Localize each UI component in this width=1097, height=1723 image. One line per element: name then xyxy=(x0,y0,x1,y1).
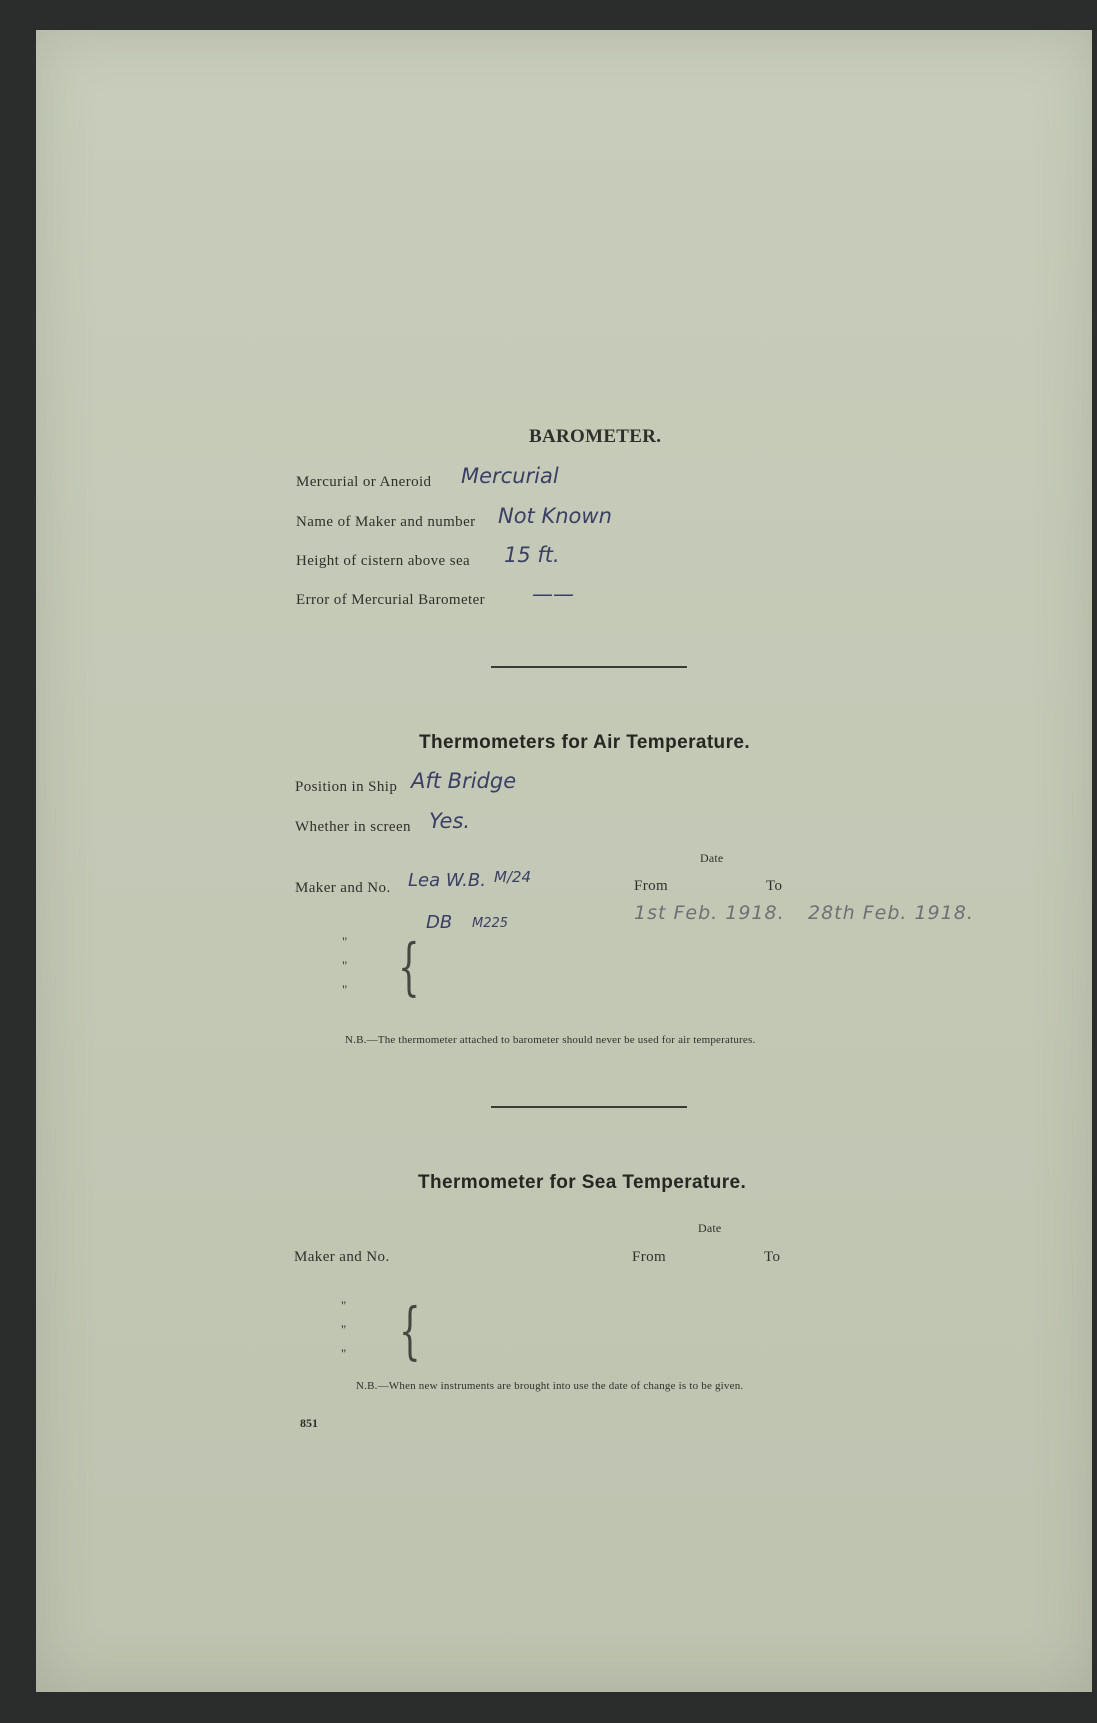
sea-date-label: Date xyxy=(698,1221,722,1235)
barometer-height-label: Height of cistern above sea xyxy=(296,553,471,569)
sea-note: N.B.—When new instruments are brought into use the date of change is to be given. xyxy=(356,1380,744,1392)
air-to-label: To xyxy=(766,878,783,894)
brace-icon: { xyxy=(399,1294,421,1367)
screen-value: Yes. xyxy=(429,809,471,833)
section-divider xyxy=(491,666,687,668)
barometer-title: BAROMETER. xyxy=(529,426,662,447)
ditto-mark: " xyxy=(341,1322,347,1337)
air-from-label: From xyxy=(634,878,669,894)
ditto-mark: " xyxy=(342,934,348,949)
air-from-value: 1st Feb. 1918. xyxy=(634,902,785,924)
ditto-mark: " xyxy=(342,982,348,997)
barometer-height-value: 15 ft. xyxy=(504,543,560,567)
brace-icon: { xyxy=(398,930,420,1003)
sea-from-label: From xyxy=(632,1249,667,1265)
form-number: 851 xyxy=(300,1416,318,1430)
barometer-maker-value: Not Known xyxy=(498,504,612,528)
ditto-mark: " xyxy=(341,1346,347,1361)
section-divider xyxy=(491,1106,687,1108)
air-number-1: M/24 xyxy=(494,868,532,886)
air-maker-2: DB xyxy=(426,912,453,933)
air-number-2: M225 xyxy=(472,916,509,931)
air-to-value: 28th Feb. 1918. xyxy=(808,902,974,924)
position-label: Position in Ship xyxy=(295,779,398,795)
ditto-mark: " xyxy=(342,958,348,973)
barometer-maker-label: Name of Maker and number xyxy=(296,514,476,530)
position-value: Aft Bridge xyxy=(411,769,517,793)
air-note: N.B.—The thermometer attached to barometer should never be used for air temperatures. xyxy=(345,1034,756,1046)
sea-maker-label: Maker and No. xyxy=(294,1249,390,1265)
screen-label: Whether in screen xyxy=(295,819,411,835)
sea-to-label: To xyxy=(764,1249,781,1265)
barometer-type-label: Mercurial or Aneroid xyxy=(296,474,432,490)
air-thermometers-title: Thermometers for Air Temperature. xyxy=(419,732,751,753)
air-date-label: Date xyxy=(700,851,724,865)
barometer-error-value: —— xyxy=(532,582,574,606)
document-page xyxy=(36,30,1092,1692)
sea-thermometer-title: Thermometer for Sea Temperature. xyxy=(418,1172,747,1193)
barometer-type-value: Mercurial xyxy=(461,464,559,488)
barometer-error-label: Error of Mercurial Barometer xyxy=(296,592,486,608)
ditto-mark: " xyxy=(341,1298,347,1313)
air-maker-1: Lea W.B. xyxy=(408,870,486,891)
air-maker-label: Maker and No. xyxy=(295,880,391,896)
